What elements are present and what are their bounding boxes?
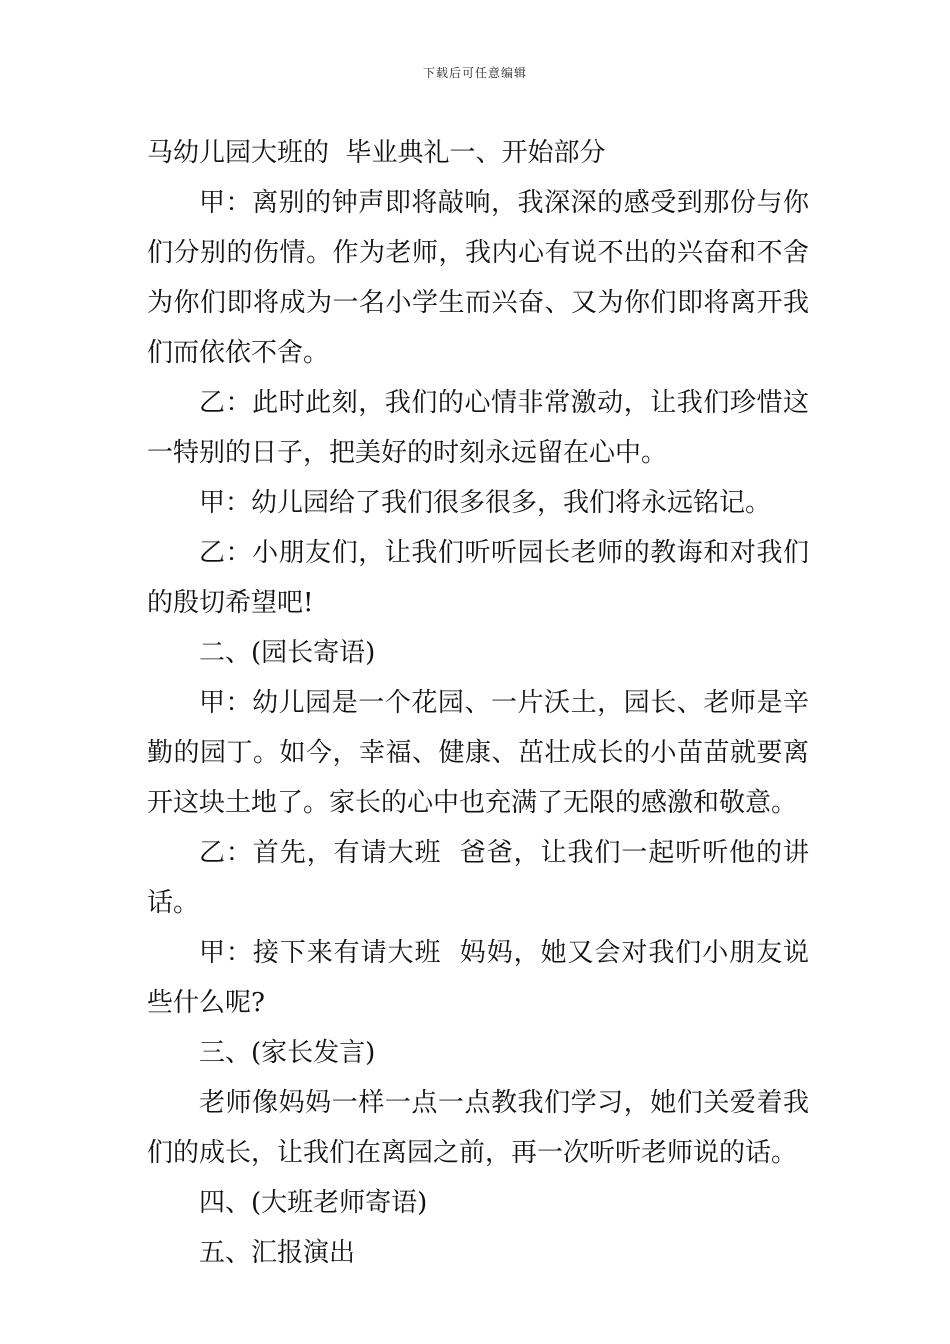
paragraph-1: 甲：离别的钟声即将敲响，我深深的感受到那份与你们分别的伤情。作为老师，我内心有说不出的兴奋和不舍为你们即将成为一名小学生而兴奋、又为你们即将离开我们而依依不舍。 [147,188,809,368]
document-title: 马幼儿园大班的 毕业典礼一、开始部分 [147,138,606,168]
paragraph-3: 甲：幼儿园给了我们很多很多，我们将永远铭记。 [199,488,772,518]
paragraph-5: 甲：幼儿园是一个花园、一片沃土，园长、老师是辛勤的园丁。如今，幸福、健康、茁壮成长的小苗苗就要离开这块土地了。家长的心中也充满了无限的感激和敬意。 [147,688,809,818]
section-heading-2: 二、(园长寄语) [199,638,376,668]
page-header: 下载后可任意编辑 [422,66,527,80]
paragraph-4: 乙：小朋友们，让我们听听园长老师的教诲和对我们的殷切希望吧! [147,538,809,618]
document-body [147,128,809,1278]
paragraph-2: 乙：此时此刻，我们的心情非常激动，让我们珍惜这一特别的日子，把美好的时刻永远留在心中。 [147,388,809,468]
paragraph-8: 老师像妈妈一样一点一点教我们学习，她们关爱着我们的成长，让我们在离园之前，再一次听听老师说的话。 [147,1088,809,1168]
paragraph-7: 甲：接下来有请大班 妈妈，她又会对我们小朋友说些什么呢? [147,938,809,1018]
section-heading-3: 三、(家长发言) [199,1038,376,1068]
section-heading-4: 四、(大班老师寄语) [199,1188,428,1218]
section-heading-5: 五、汇报演出 [199,1238,356,1268]
paragraph-6: 乙：首先，有请大班 爸爸，让我们一起听听他的讲话。 [147,838,809,918]
